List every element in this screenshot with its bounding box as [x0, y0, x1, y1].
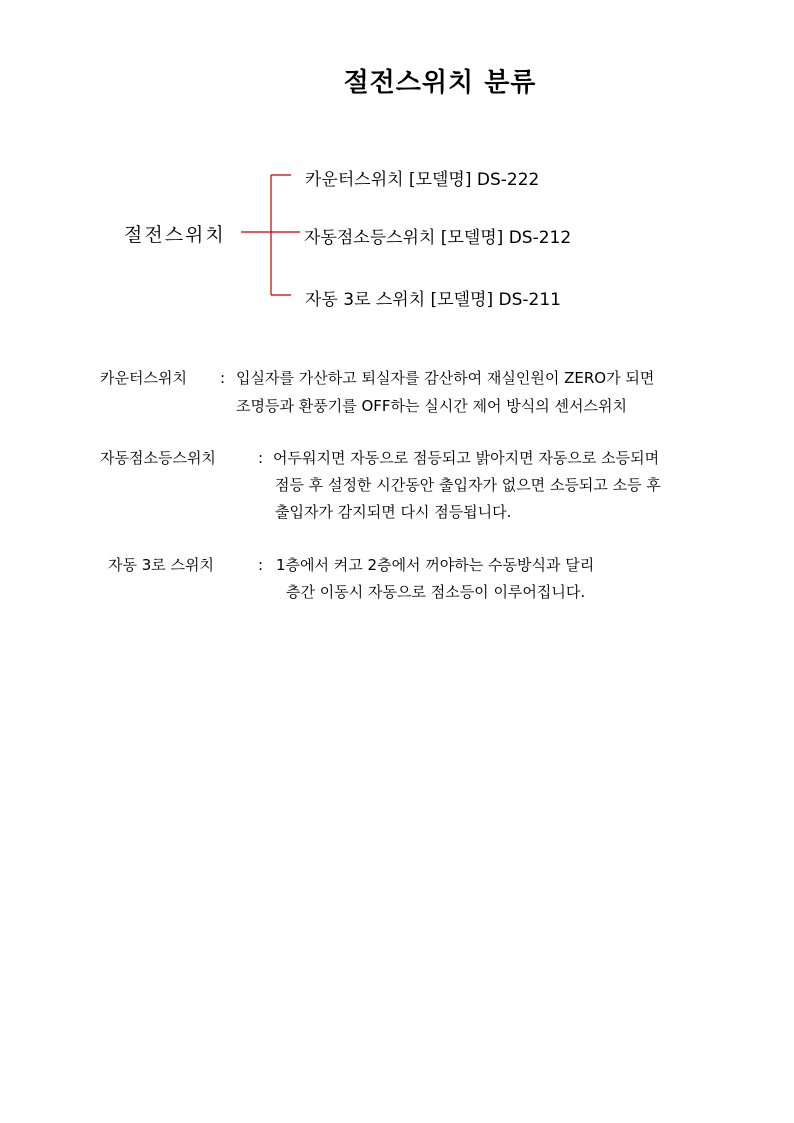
description-line: 층간 이동시 자동으로 점소등이 이루어집니다. [286, 583, 586, 601]
description-separator: : [258, 556, 264, 574]
page-title: 절전스위치 분류 [343, 68, 537, 98]
tree-branch-counter-switch: 카운터스위치 [모델명] DS-222 [305, 170, 540, 190]
description-line: 어두워지면 자동으로 점등되고 밝아지면 자동으로 소등되며 [273, 449, 660, 467]
description-line: 출입자가 감지되면 다시 점등됩니다. [275, 503, 512, 521]
description-term: 자동 3로 스위치 [108, 556, 215, 574]
description-separator: : [258, 449, 264, 467]
description-term: 카운터스위치 [100, 369, 187, 387]
description-line: 1층에서 켜고 2층에서 꺼야하는 수동방식과 달리 [276, 556, 595, 574]
tree-connector [0, 0, 794, 400]
description-line: 점등 후 설정한 시간동안 출입자가 없으면 소등되고 소등 후 [275, 476, 661, 494]
tree-branch-auto-onoff-switch: 자동점소등스위치 [모델명] DS-212 [304, 228, 572, 248]
tree-branch-auto-3way-switch: 자동 3로 스위치 [모델명] DS-211 [305, 290, 561, 310]
description-separator: : [220, 369, 226, 387]
description-line: 조명등과 환풍기를 OFF하는 실시간 제어 방식의 센서스위치 [236, 397, 627, 415]
description-line: 입실자를 가산하고 퇴실자를 감산하여 재실인원이 ZERO가 되면 [236, 369, 655, 387]
description-term: 자동점소등스위치 [100, 449, 216, 467]
tree-root-label: 절전스위치 [124, 224, 226, 246]
